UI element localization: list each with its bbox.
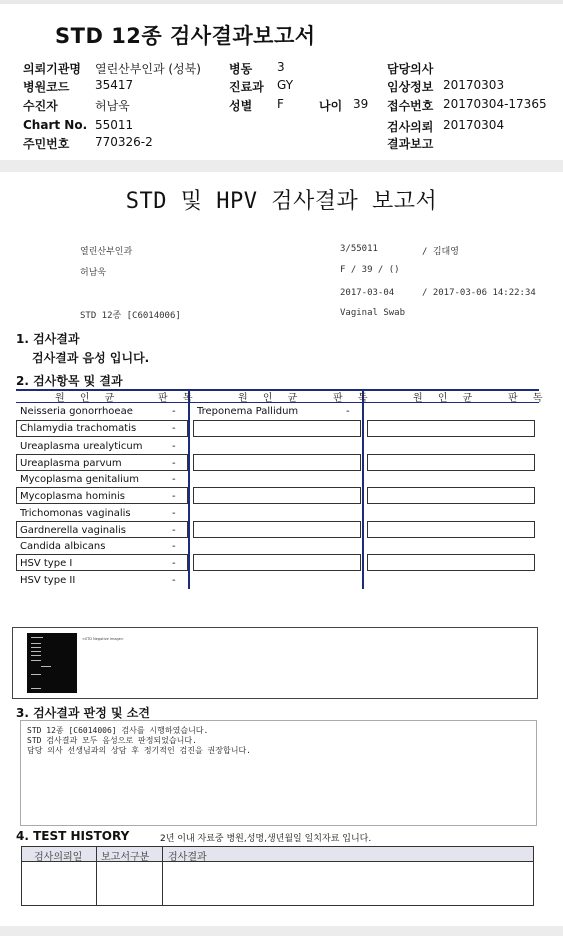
label-report: 결과보고 bbox=[387, 137, 434, 151]
empty-cell bbox=[193, 554, 361, 571]
bottom-border bbox=[0, 926, 563, 936]
empty-cell bbox=[367, 487, 535, 504]
organism-name: Chlamydia trachomatis bbox=[20, 423, 137, 434]
column-separator bbox=[96, 847, 97, 905]
header-request-date: 검사의뢰일 bbox=[34, 852, 83, 863]
empty-cell bbox=[193, 454, 361, 471]
report-date-to: / 2017-03-06 14:22:34 bbox=[422, 288, 536, 298]
organism-result: - bbox=[172, 491, 176, 502]
empty-cell bbox=[367, 454, 535, 471]
header-result: 판 독 bbox=[158, 393, 199, 404]
organism-name: Ureaplasma urealyticum bbox=[20, 441, 143, 452]
value-department: GY bbox=[277, 78, 294, 92]
value-hospital-code: 35417 bbox=[95, 78, 134, 92]
header-organism: 원 인 균 bbox=[238, 393, 304, 404]
report-doctor-ref: / 김대영 bbox=[422, 247, 459, 257]
column-separator bbox=[188, 389, 190, 589]
organism-result: - bbox=[172, 525, 176, 536]
top-border bbox=[0, 0, 563, 4]
empty-cell bbox=[367, 554, 535, 571]
header-result: 판 독 bbox=[508, 393, 549, 404]
empty-cell bbox=[193, 420, 361, 437]
value-patient: 허남욱 bbox=[95, 99, 130, 113]
organism-result: - bbox=[172, 423, 176, 434]
organism-result: - bbox=[172, 508, 176, 519]
value-clinical-info: 20170303 bbox=[443, 78, 505, 92]
value-institution: 열린산부인과 (성북) bbox=[95, 62, 201, 76]
section3-title: 3. 검사결과 판정 및 소견 bbox=[16, 706, 150, 720]
column-separator bbox=[362, 389, 364, 589]
organism-name: Trichomonas vaginalis bbox=[20, 508, 131, 519]
header-organism: 원 인 균 bbox=[55, 393, 121, 404]
gel-image-caption: <STD Negative Image> bbox=[82, 637, 124, 641]
organism-result: - bbox=[172, 541, 176, 552]
organism-result: - bbox=[172, 474, 176, 485]
opinion-line: STD 검사결과 모두 음성으로 판정되었습니다. bbox=[27, 736, 197, 745]
value-ward: 3 bbox=[277, 60, 285, 74]
label-resident-no: 주민번호 bbox=[23, 137, 70, 151]
report-date-from: 2017-03-04 bbox=[340, 288, 395, 298]
empty-cell bbox=[367, 521, 535, 538]
label-sex: 성별 bbox=[229, 99, 253, 113]
report-specimen: Vaginal Swab bbox=[340, 308, 406, 318]
label-ward: 병동 bbox=[229, 62, 253, 76]
organism-name: Candida albicans bbox=[20, 541, 106, 552]
empty-cell bbox=[367, 420, 535, 437]
opinion-box bbox=[20, 720, 537, 826]
label-patient: 수진자 bbox=[23, 99, 58, 113]
opinion-line: 담당 의사 선생님과의 상담 후 정기적인 검진을 권장합니다. bbox=[27, 746, 252, 755]
section1-title: 1. 검사결과 bbox=[16, 332, 80, 346]
report-test-code: STD 12종 [C6014006] bbox=[80, 311, 181, 321]
header-test-result: 검사결과 bbox=[168, 852, 207, 863]
label-department: 진료과 bbox=[229, 80, 264, 94]
history-note: 2년 이내 자료중 병원,성명,생년월일 일치자료 입니다. bbox=[160, 834, 372, 844]
column-separator bbox=[162, 847, 163, 905]
organism-result: - bbox=[172, 558, 176, 569]
value-sex: F bbox=[277, 97, 284, 111]
organism-name: Mycoplasma genitalium bbox=[20, 474, 139, 485]
header-report-type: 보고서구분 bbox=[101, 852, 150, 863]
organism-name: Treponema Pallidum bbox=[197, 406, 299, 417]
organism-result: - bbox=[172, 575, 176, 586]
label-institution: 의뢰기관명 bbox=[23, 62, 81, 76]
organism-name: Gardnerella vaginalis bbox=[20, 525, 126, 536]
section2-title: 2. 검사항목 및 결과 bbox=[16, 374, 123, 388]
organism-name: Ureaplasma parvum bbox=[20, 458, 122, 469]
page-title: STD 12종 검사결과보고서 bbox=[55, 24, 316, 48]
report-sex-age: F / 39 / () bbox=[340, 265, 400, 275]
section-divider bbox=[0, 160, 563, 172]
organism-name: Neisseria gonorrhoeae bbox=[20, 406, 133, 417]
organism-name: HSV type I bbox=[20, 558, 73, 569]
organism-result: - bbox=[172, 406, 176, 417]
report-title: STD 및 HPV 검사결과 보고서 bbox=[125, 189, 438, 214]
report-chart-ref: 3/55011 bbox=[340, 244, 378, 254]
result-message: 검사결과 음성 입니다. bbox=[32, 351, 150, 365]
organism-result: - bbox=[172, 441, 176, 452]
section4-title: 4. TEST HISTORY bbox=[16, 829, 130, 843]
report-clinic: 열린산부인과 bbox=[80, 247, 133, 257]
header-result: 판 독 bbox=[333, 393, 374, 404]
history-table bbox=[21, 846, 534, 906]
value-resident-no: 770326-2 bbox=[95, 135, 153, 149]
label-age: 나이 bbox=[319, 99, 343, 113]
opinion-line: STD 12종 [C6014006] 검사를 시행하였습니다. bbox=[27, 726, 209, 735]
gel-electrophoresis-image bbox=[27, 633, 77, 693]
value-accession-no: 20170304-17365 bbox=[443, 97, 547, 111]
header-organism: 원 인 균 bbox=[413, 393, 479, 404]
organism-name: Mycoplasma hominis bbox=[20, 491, 125, 502]
value-request-date: 20170304 bbox=[443, 118, 505, 132]
value-chart-no: 55011 bbox=[95, 118, 134, 132]
label-hospital-code: 병원코드 bbox=[23, 80, 70, 94]
empty-cell bbox=[193, 487, 361, 504]
empty-cell bbox=[193, 521, 361, 538]
value-age: 39 bbox=[353, 97, 369, 111]
report-patient-name: 허남욱 bbox=[80, 268, 107, 278]
organism-result: - bbox=[346, 406, 350, 417]
label-doctor: 담당의사 bbox=[387, 62, 434, 76]
history-table-header bbox=[22, 847, 533, 862]
label-request-date: 검사의뢰 bbox=[387, 120, 434, 134]
organism-result: - bbox=[172, 458, 176, 469]
organism-name: HSV type II bbox=[20, 575, 76, 586]
label-chart-no: Chart No. bbox=[23, 118, 88, 132]
label-clinical-info: 임상정보 bbox=[387, 80, 434, 94]
label-accession-no: 접수번호 bbox=[387, 99, 434, 113]
